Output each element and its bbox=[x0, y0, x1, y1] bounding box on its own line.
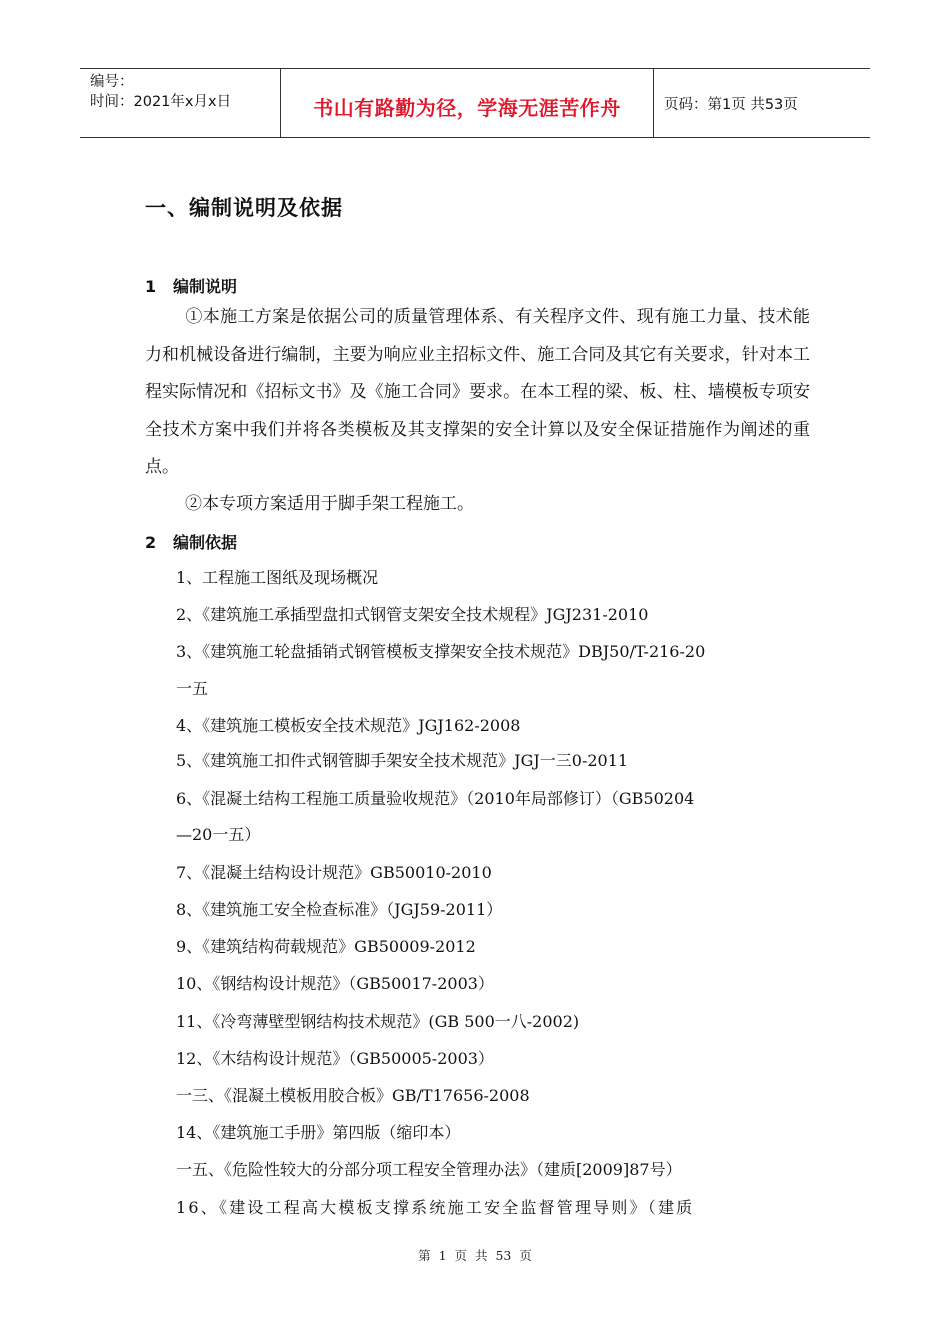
document-date-label: 时间：2021年x月x日 bbox=[90, 94, 232, 110]
reference-item: 9、《建筑结构荷载规范》GB50009-2012 bbox=[176, 937, 476, 956]
subsection-number: 1 bbox=[145, 277, 157, 296]
paragraph-scope bbox=[145, 486, 810, 524]
subsection-title: 编制说明 bbox=[173, 277, 238, 296]
page-footer: 第 1 页 共 53 页 bbox=[418, 1248, 532, 1263]
header-left-cell bbox=[80, 69, 280, 137]
reference-item: 5、《建筑施工扣件式钢管脚手架安全技术规范》JGJ一三0-2011 bbox=[176, 751, 629, 770]
reference-item: 一三、《混凝土模板用胶合板》GB/T17656-2008 bbox=[176, 1086, 530, 1105]
subsection-number: 2 bbox=[145, 533, 157, 552]
reference-item: 11、《冷弯薄壁型钢结构技术规范》(GB 500一八-2002) bbox=[176, 1012, 580, 1031]
subsection-title: 编制依据 bbox=[173, 533, 238, 552]
reference-item: 4、《建筑施工模板安全技术规范》JGJ162-2008 bbox=[176, 716, 521, 735]
reference-item: 1、工程施工图纸及现场概况 bbox=[176, 568, 379, 587]
paragraph-scope-text: ②本专项方案适用于脚手架工程施工。 bbox=[185, 494, 474, 514]
paragraph-intro bbox=[145, 299, 810, 487]
reference-item: 16、《建设工程高大模板支撑系统施工安全监督管理导则》（建质 bbox=[176, 1198, 695, 1217]
subsection-heading-2 bbox=[145, 530, 237, 553]
reference-item: 12、《木结构设计规范》（GB50005-2003） bbox=[176, 1049, 494, 1068]
reference-item: 2、《建筑施工承插型盘扣式钢管支架安全技术规程》JGJ231-2010 bbox=[176, 605, 649, 624]
header-page-cell bbox=[654, 69, 870, 137]
header-page-label: 页码：第1页 共53页 bbox=[664, 96, 798, 113]
reference-item: 6、《混凝土结构工程施工质量验收规范》（2010年局部修订）（GB50204 bbox=[176, 789, 695, 808]
header-motto-cell bbox=[280, 69, 654, 137]
header-table bbox=[80, 68, 870, 138]
section-title: 一、编制说明及依据 bbox=[145, 196, 343, 220]
reference-item: 10、《钢结构设计规范》（GB50017-2003） bbox=[176, 974, 494, 993]
reference-item: 7、《混凝土结构设计规范》GB50010-2010 bbox=[176, 863, 492, 882]
reference-item: 一五、《危险性较大的分部分项工程安全管理办法》（建质[2009]87号） bbox=[176, 1160, 682, 1179]
document-number-label: 编号： bbox=[90, 74, 134, 90]
paragraph-intro-text: ①本施工方案是依据公司的质量管理体系、有关程序文件、现有施工力量、技术能力和机械设备进行编制，主要为响应业主招标文件、施工合同及其它有关要求，针对本工程实际情况和《招标文书》及《施工合同》要求。在本工程的梁、板、柱、墙模板专项安全技术方案中我们并将各类模板及其支撑架的安全计算以及安全保证措施作为阐述的重点。 bbox=[145, 307, 810, 477]
reference-item: 14、《建筑施工手册》第四版（缩印本） bbox=[176, 1123, 461, 1142]
header-motto: 书山有路勤为径，学海无涯苦作舟 bbox=[313, 95, 621, 120]
subsection-heading-1 bbox=[145, 274, 237, 297]
reference-item-continuation: —20一五） bbox=[176, 825, 261, 844]
reference-item-continuation: 一五 bbox=[176, 679, 209, 698]
reference-item: 3、《建筑施工轮盘插销式钢管模板支撑架安全技术规范》DBJ50/T-216-20 bbox=[176, 642, 706, 661]
reference-item: 8、《建筑施工安全检查标准》（JGJ59-2011） bbox=[176, 900, 503, 919]
